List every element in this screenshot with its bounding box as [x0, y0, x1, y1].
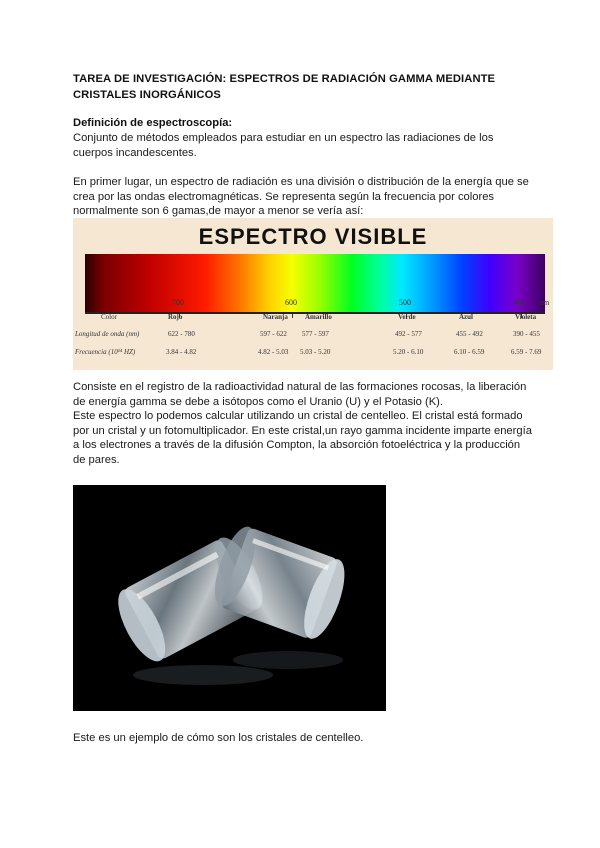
frequency-verde: 5.20 - 6.10: [393, 348, 424, 356]
header-amarillo: Amarillo: [305, 313, 332, 321]
header-violeta: Violeta: [515, 313, 537, 321]
header-rojo: Rojo: [168, 313, 183, 321]
spectrum-color-bar: [85, 254, 545, 312]
wavelength-mark-700: 700: [172, 298, 184, 307]
spectrum-intro-paragraph: En primer lugar, un espectro de radiación es una división o distribución de la energía que se crea por las ondas electromagnéticas. Se representa según la frecuencia por colores normalmente son 6 gamas,de mayor a menor se vería así:: [73, 176, 529, 218]
frequency-row-label: Frecuencia (10¹⁴ HZ): [75, 348, 136, 356]
visible-spectrum-figure: [73, 218, 553, 370]
crystals-illustration: [73, 485, 386, 711]
wavelength-violeta: 390 - 455: [513, 330, 540, 338]
wavelength-amarillo: 577 - 597: [302, 330, 329, 338]
wavelength-row-label: Longitud de onda (nm): [75, 330, 140, 338]
wavelength-unit: nm: [539, 298, 550, 307]
definition-paragraph: Conjunto de métodos empleados para estudiar en un espectro las radiaciones de los cuerpos incandescentes.: [73, 132, 494, 159]
axis-tick: [292, 314, 293, 318]
gamma-registry-paragraph: Consiste en el registro de la radioactividad natural de las formaciones rocosas, la liberación de energía gamma se debe a isótopos como el Uranio (U) y el Potasio (K).: [73, 381, 527, 408]
frequency-naranja: 4.82 - 5.03: [258, 348, 289, 356]
header-color: Color: [101, 313, 117, 321]
frequency-violeta: 6.59 - 7.69: [511, 348, 542, 356]
wavelength-mark-400: 400: [514, 298, 526, 307]
wavelength-verde: 492 - 577: [395, 330, 422, 338]
crystal-example-caption: Este es un ejemplo de cómo son los cristales de centelleo.: [73, 732, 364, 744]
wavelength-naranja: 597 - 622: [260, 330, 287, 338]
wavelength-mark-600: 600: [285, 298, 297, 307]
definition-heading: Definición de espectroscopía:: [73, 117, 233, 129]
scintillation-crystals-photo: [73, 485, 386, 711]
spectrum-title: ESPECTRO VISIBLE: [198, 224, 428, 249]
header-verde: Verde: [398, 313, 416, 321]
wavelength-azul: 455 - 492: [456, 330, 483, 338]
frequency-amarillo: 5.03 - 5.20: [300, 348, 331, 356]
wavelength-mark-500: 500: [399, 298, 411, 307]
header-azul: Azul: [459, 313, 473, 321]
header-naranja: Naranja: [263, 313, 288, 321]
wavelength-rojo: 622 - 780: [168, 330, 195, 338]
frequency-rojo: 3.84 - 4.82: [166, 348, 197, 356]
document-title: TAREA DE INVESTIGACIÓN: ESPECTROS DE RADIACIÓN GAMMA MEDIANTE CRISTALES INORGÁNICOS: [73, 73, 496, 101]
scintillation-crystal-paragraph: Este espectro lo podemos calcular utilizando un cristal de centelleo. El cristal está formado por un cristal y un fotomultiplicador. En este cristal,un rayo gamma incidente imparte energía a los electrones a través de la difusión Compton, la absorción fotoeléctrica y la producción de pares.: [73, 410, 532, 466]
frequency-azul: 6.10 - 6.59: [454, 348, 485, 356]
